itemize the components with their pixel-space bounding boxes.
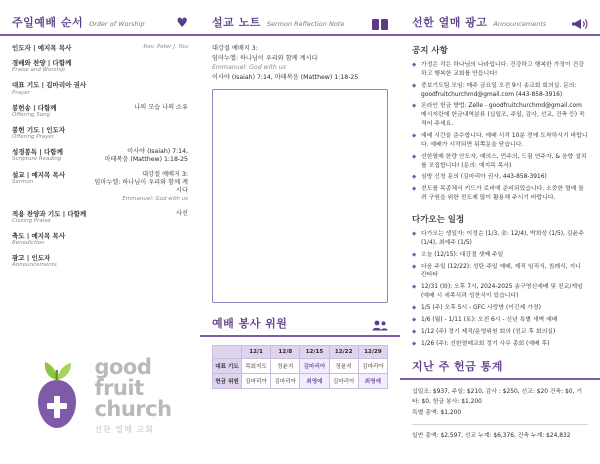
list-item bbox=[412, 82, 588, 100]
table-row bbox=[213, 359, 388, 374]
offering-stats-body bbox=[400, 388, 600, 438]
diamond-bullet-icon: ◆ bbox=[412, 305, 417, 312]
order-item-label-ko: 봉헌 기도 | 인도자 bbox=[12, 125, 66, 134]
list-item-text: 가정은 작은 하나님의 나라입니다. 건강하고 행복한 가정이 건강하고 행복한 교회를 만듭니다! bbox=[421, 62, 584, 77]
section-title-en: Announcements bbox=[493, 20, 547, 28]
order-of-worship-list bbox=[0, 44, 200, 269]
diamond-bullet-icon: ◆ bbox=[412, 62, 417, 68]
order-item-offering-prayer bbox=[12, 126, 188, 141]
order-item-label-ko: 적용 찬양과 기도 | 다함께 bbox=[12, 209, 87, 218]
order-item-label-ko: 설교 | 예지목 목사 bbox=[12, 171, 66, 180]
table-cell-highlighted: 최영애 bbox=[300, 374, 329, 389]
order-item-value: 사선 bbox=[176, 209, 188, 217]
logo-korean: 선한 열매 교회 bbox=[94, 424, 154, 434]
order-item-label-ko: 대표 기도 | 김마리아 권사 bbox=[12, 81, 87, 90]
order-item-label-ko: 광고 | 인도자 bbox=[12, 254, 51, 263]
list-item bbox=[412, 230, 588, 248]
order-item-label-en: Benediction bbox=[12, 240, 45, 247]
list-item-text: 12/31 (화): 오후 7시, 2024-2025 송구영신예배 및 친교/게임 (예배 시 세족식과 성찬식이 있습니다) bbox=[421, 284, 583, 300]
order-item-label-en: Offering Prayer bbox=[12, 134, 55, 141]
order-item-offering-song bbox=[12, 104, 188, 119]
list-item-text: 오늘 (12/15): 대강절 셋째 주일 bbox=[421, 251, 504, 258]
list-item-text: 전도를 목종체서 키드가 로비에 준비되었습니다. 소중한 열매 돌려 구원을 위한 전도제 많이 활용해 주시기 바랍니다. bbox=[421, 186, 584, 202]
order-item-announcements bbox=[12, 254, 188, 269]
table-cell-highlighted: 최영애 bbox=[358, 374, 387, 389]
list-item bbox=[412, 153, 588, 171]
offering-stats-header bbox=[400, 358, 600, 380]
sermon-note-lines bbox=[200, 44, 400, 82]
order-item-label-ko: 성경봉독 | 다함께 bbox=[12, 148, 63, 157]
column-order-of-worship bbox=[0, 0, 200, 464]
sermon-note-line: 대강절 예배지 3: bbox=[212, 45, 258, 52]
order-item-value: 나의 모습 나의 소유 bbox=[134, 103, 188, 111]
sermon-note-line: 이사야 (Isaiah) 7:14, 마태복음 (Matthew) 1:18-25 bbox=[212, 73, 359, 81]
list-item-text: 다음 주일 (12/22): 성탄 주일 예배, 제직 임직식, 침례식, 지니 칸타타 bbox=[421, 263, 581, 279]
table-cell: 김마리아 bbox=[271, 374, 300, 389]
order-item-label-ko: 봉헌송 | 다함께 bbox=[12, 103, 57, 112]
diamond-bullet-icon: ◆ bbox=[412, 340, 417, 347]
diamond-bullet-icon: ◆ bbox=[412, 231, 417, 238]
list-item-text: 선한열매 한량 안도자, 예의스, 먼주의, 드림 연주자, & 음향 설치를 모집합니다! (문의: 예지목 목사) bbox=[421, 153, 587, 169]
list-item-text: 다가오는 생일자: 이정순 (1/3, 金: 12/4), 박희성 (1/5), 김윤주 (1/4), 최예주 (1/5) bbox=[421, 231, 584, 246]
order-item-value: 대강절 예배지 3: bbox=[142, 171, 188, 179]
column-sermon-note bbox=[200, 0, 400, 464]
stat-line: 특별 총액: $1,200 bbox=[412, 410, 462, 417]
list-item-text: 1/26 (주): 선한열매교회 정기 사무 총회 (예배 후) bbox=[421, 340, 550, 347]
list-item bbox=[412, 328, 588, 337]
list-item bbox=[412, 251, 588, 260]
book-icon bbox=[372, 19, 388, 30]
order-item-label-en: Announcements bbox=[12, 262, 57, 269]
section-title-en: Sermon Reflection Note bbox=[266, 20, 345, 28]
list-item bbox=[412, 185, 588, 203]
diamond-bullet-icon: ◆ bbox=[412, 328, 417, 335]
list-item bbox=[412, 102, 588, 129]
church-logo bbox=[0, 332, 200, 458]
sermon-note-line-italic: Emmanuel: God with us bbox=[212, 64, 286, 72]
diamond-bullet-icon: ◆ bbox=[412, 133, 417, 140]
diamond-bullet-icon: ◆ bbox=[412, 82, 417, 89]
order-item-prayer bbox=[12, 81, 188, 96]
order-item-value-en: Rev. Peter J. You bbox=[143, 44, 188, 50]
column-announcements bbox=[400, 0, 600, 464]
list-item bbox=[412, 173, 588, 182]
order-item-label-en: Prayer bbox=[12, 89, 30, 96]
section-title-ko: 예배 봉사 위원 bbox=[212, 317, 288, 331]
list-item-text: 예배 시간을 준수합니다. 예배 시작 10분 전에 도착하시기 바랍니다. 예배가 시작되면 뒤쪽문을 닫습니다. bbox=[421, 133, 588, 148]
stat-total: 일반 총액: $2,597, 선교 누계: $6,376, 건축 누계: $24,832 bbox=[412, 424, 588, 439]
section-title-ko: 주일예배 순서 bbox=[12, 16, 84, 29]
table-row bbox=[213, 374, 388, 389]
diamond-bullet-icon: ◆ bbox=[412, 284, 417, 291]
table-cell: 정윤지 bbox=[329, 359, 358, 374]
order-item-leader bbox=[12, 44, 188, 52]
announcement-section-title: 공지 사항 bbox=[412, 46, 448, 56]
sermon-note-line: 임마누엘: 하나님이 우리와 함께 계시다 bbox=[212, 54, 318, 62]
section-title-ko: 선한 열매 광고 bbox=[412, 16, 488, 29]
order-item-value: 이사야 (Isaiah) 7:14, bbox=[127, 148, 188, 156]
heart-icon: ♥ bbox=[176, 16, 188, 31]
sermon-note-writing-box[interactable] bbox=[212, 89, 388, 303]
col-header-date: 12/1 bbox=[242, 346, 271, 359]
order-of-worship-header bbox=[0, 14, 200, 36]
announcement-list-notices bbox=[412, 61, 588, 203]
order-item-value-3: Emmanuel: God with us bbox=[122, 195, 188, 202]
logo-line-3: church bbox=[94, 396, 172, 421]
list-item-text: 중보기도팀 모임: 매주 금요일 오전 9시 송교회 회의실. 문의: goodfruitchurchmd@gmail.com (443-858-3916) bbox=[421, 82, 577, 98]
table-cell-highlighted: 김마리아 bbox=[300, 359, 329, 374]
logo-wordmark bbox=[94, 354, 172, 434]
list-item-text: 1/6 (월) - 1/11 (토): 오전 6시 - 신년 특별 새벽 예배 bbox=[421, 316, 558, 323]
order-item-scripture bbox=[12, 148, 188, 164]
row-header: 헌금 위원 bbox=[213, 374, 242, 389]
list-item-text: 1/12 (주) 정기 제직/운영위원 회의 (친교 후 회의실) bbox=[421, 328, 556, 335]
order-item-label-en: Offering Song bbox=[12, 111, 51, 118]
section-title-en: Order of Worship bbox=[89, 20, 145, 28]
col-header-date: 12/8 bbox=[271, 346, 300, 359]
diamond-bullet-icon: ◆ bbox=[412, 251, 417, 258]
sermon-note-header bbox=[200, 14, 400, 36]
announcements-header bbox=[400, 14, 600, 36]
order-item-label-en: Scripture Reading bbox=[12, 156, 62, 163]
stat-line: 십일조: $937, 주일: $210, 감사 : $250, 선교: $20 건축: $0, 기타: $0, 헌금 봉사: $1,200 bbox=[412, 389, 583, 405]
list-item-text: 심방 신청 문의 (김마리아 권사, 443-858-3916) bbox=[421, 174, 547, 181]
table-cell: 정윤지 bbox=[271, 359, 300, 374]
order-item-label-ko: 축도 | 예지목 목사 bbox=[12, 231, 66, 240]
order-item-label-ko: 경배와 찬양 | 다함께 bbox=[12, 59, 72, 68]
list-item-text: 1/5 (주) 오후 5시 - GFC 사랑방 (이긴제 가정) bbox=[421, 305, 541, 312]
list-item bbox=[412, 340, 588, 349]
diamond-bullet-icon: ◆ bbox=[412, 316, 417, 323]
megaphone-icon bbox=[571, 18, 588, 30]
list-item bbox=[412, 263, 588, 281]
table-cell: 김마리아 bbox=[329, 374, 358, 389]
list-item bbox=[412, 316, 588, 325]
section-title-ko: 지난 주 헌금 통계 bbox=[412, 360, 503, 374]
section-title-ko: 설교 노트 bbox=[212, 16, 261, 29]
order-item-value-2: 임마누엘: 하나님이 우리와 함께 계시다 bbox=[94, 179, 188, 195]
list-item-text: 온라인 헌금 방법: Zelle - goodfruitchurchmd@gmail.com 메시지란에 헌금내역분류 (십일조, 주일, 감사, 선교, 건축 등) 꼭 적어 주세요. bbox=[421, 103, 585, 128]
order-item-sermon bbox=[12, 171, 188, 202]
people-icon bbox=[372, 320, 388, 331]
order-item-label-en: Sermon bbox=[12, 179, 34, 186]
order-item-label-en: Closing Praise bbox=[12, 217, 51, 224]
diamond-bullet-icon: ◆ bbox=[412, 186, 417, 193]
col-header-blank bbox=[213, 346, 242, 359]
col-header-date: 12/22 bbox=[329, 346, 358, 359]
volunteer-header bbox=[200, 315, 400, 337]
order-item-praise bbox=[12, 59, 188, 74]
list-item bbox=[412, 132, 588, 150]
diamond-bullet-icon: ◆ bbox=[412, 153, 417, 160]
table-cell: 목회지도 bbox=[242, 359, 271, 374]
announcements-body bbox=[400, 44, 600, 348]
logo-line-2: fruit bbox=[94, 375, 144, 400]
announcement-list-upcoming bbox=[412, 230, 588, 348]
table-cell: 김마리아 bbox=[242, 374, 271, 389]
list-item bbox=[412, 61, 588, 79]
order-item-benediction bbox=[12, 232, 188, 247]
order-item-value-2: 마태복음 (Matthew) 1:18-25 bbox=[104, 156, 188, 164]
diamond-bullet-icon: ◆ bbox=[412, 263, 417, 270]
diamond-bullet-icon: ◆ bbox=[412, 103, 417, 110]
col-header-date: 12/29 bbox=[358, 346, 387, 359]
volunteer-table bbox=[212, 345, 388, 389]
list-item bbox=[412, 283, 588, 301]
order-item-label-ko: 인도자 | 예지목 목사 bbox=[12, 44, 72, 52]
order-item-closing-praise bbox=[12, 210, 188, 225]
row-header: 대표 기도 bbox=[213, 359, 242, 374]
fruit-logo-icon bbox=[28, 358, 86, 432]
order-item-label-en: Praise and Worship bbox=[12, 67, 66, 74]
list-item bbox=[412, 304, 588, 313]
diamond-bullet-icon: ◆ bbox=[412, 174, 417, 181]
announcement-section-title: 다가오는 일정 bbox=[412, 215, 465, 226]
table-header-row bbox=[213, 346, 388, 359]
table-cell: 김마리아 bbox=[358, 359, 387, 374]
col-header-date: 12/15 bbox=[300, 346, 329, 359]
logo-line-1: good bbox=[94, 354, 152, 379]
